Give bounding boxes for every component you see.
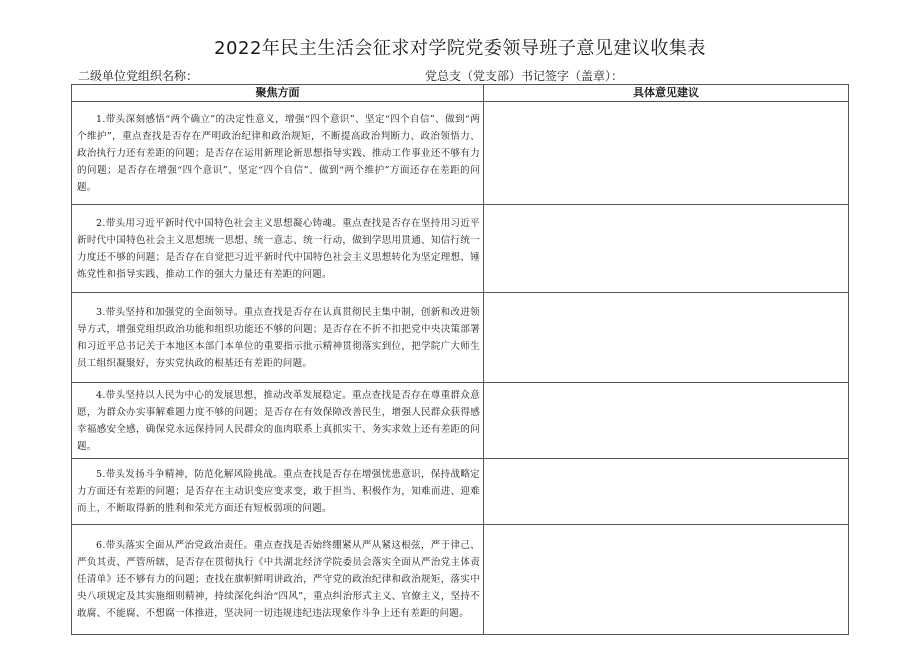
suggestion-cell[interactable]: [484, 383, 849, 459]
table-row: [72, 383, 849, 459]
suggestion-cell[interactable]: [484, 205, 849, 293]
suggestion-cell[interactable]: [484, 102, 849, 205]
focus-cell: 1.带头深刻感悟“两个确立”的决定性意义，增强“四个意识”、坚定“四个自信”、做到“两个维护”，重点查找是否存在严明政治纪律和政治规矩，不断提高政治判断力、政治领悟力、政治执行力还有差距的问题；是否存在运用新理论新思想指导实践、推动工作事业还不够有力的问题；是否存在增强“四个意识”、坚定“四个自信”、做到“两个维护”方面还存在差距的问题。: [72, 102, 484, 205]
focus-cell: 3.带头坚持和加强党的全面领导。重点查找是否存在认真贯彻民主集中制，创新和改进领导方式，增强党组织政治功能和组织功能还不够的问题；是否存在不折不扣把党中央决策部署和习近平总书记关于本地区本部门本单位的重要指示批示精神贯彻落实到位，把学院广大师生员工组织凝聚好，夯实党执政的根基还有差距的问题。: [72, 293, 484, 383]
focus-cell: 6.带头落实全面从严治党政治责任。重点查找是否始终绷紧从严从紧这根弦，严于律己、严负其责、严管所辖，是否存在贯彻执行《中共湖北经济学院委员会落实全面从严治党主体责任清单》还不够有力的问题；查找在旗帜鲜明讲政治，严守党的政治纪律和政治规矩，落实中央八项规定及其实施细则精神，持续深化纠治“四风”，重点纠治形式主义、官僚主义，坚持不敢腐、不能腐、不想腐一体推进，坚决同一切违规违纪违法现象作斗争上还有差距的问题。: [72, 525, 484, 635]
page-title: 2022年民主生活会征求对学院党委领导班子意见建议收集表: [214, 38, 706, 59]
table-row: [72, 525, 849, 635]
table-row: [72, 102, 849, 205]
table-row: [72, 293, 849, 383]
secretary-sign-label: 党总支（党支部）书记签字（盖章）：: [425, 69, 624, 83]
header-focus: 聚焦方面: [72, 85, 484, 102]
focus-cell: 4.带头坚持以人民为中心的发展思想，推动改革发展稳定。重点查找是否存在尊重群众意愿，为群众办实事解难题力度不够的问题；是否存在有效保障改善民生，增强人民群众获得感幸福感安全感，确保党永远保持同人民群众的血肉联系上真抓实干、务实求效上还有差距的问题。: [72, 383, 484, 459]
focus-cell: 5.带头发扬斗争精神，防范化解风险挑战。重点查找是否存在增强忧患意识，保持战略定力方面还有差距的问题；是否存在主动识变应变求变，敢于担当、积极作为，知难而进、迎难而上，不断取得新的胜利和荣光方面还有短板弱项的问题。: [72, 459, 484, 525]
table-header-row: [72, 85, 849, 102]
table-row: [72, 459, 849, 525]
suggestion-cell[interactable]: [484, 459, 849, 525]
suggestion-cell[interactable]: [484, 525, 849, 635]
suggestion-table: [71, 84, 849, 635]
suggestion-cell[interactable]: [484, 293, 849, 383]
focus-cell: 2.带头用习近平新时代中国特色社会主义思想凝心铸魂。重点查找是否存在坚持用习近平新时代中国特色社会主义思想统一思想、统一意志、统一行动，做到学思用贯通、知信行统一力度还不够的问题；是否存在自觉把习近平新时代中国特色社会主义思想转化为坚定理想、锤炼党性和指导实践、推动工作的强大力量还有差距的问题。: [72, 205, 484, 293]
header-suggestion: 具体意见建议: [484, 85, 849, 102]
table-row: [72, 205, 849, 293]
unit-name-label: 二级单位党组织名称：: [78, 69, 199, 83]
